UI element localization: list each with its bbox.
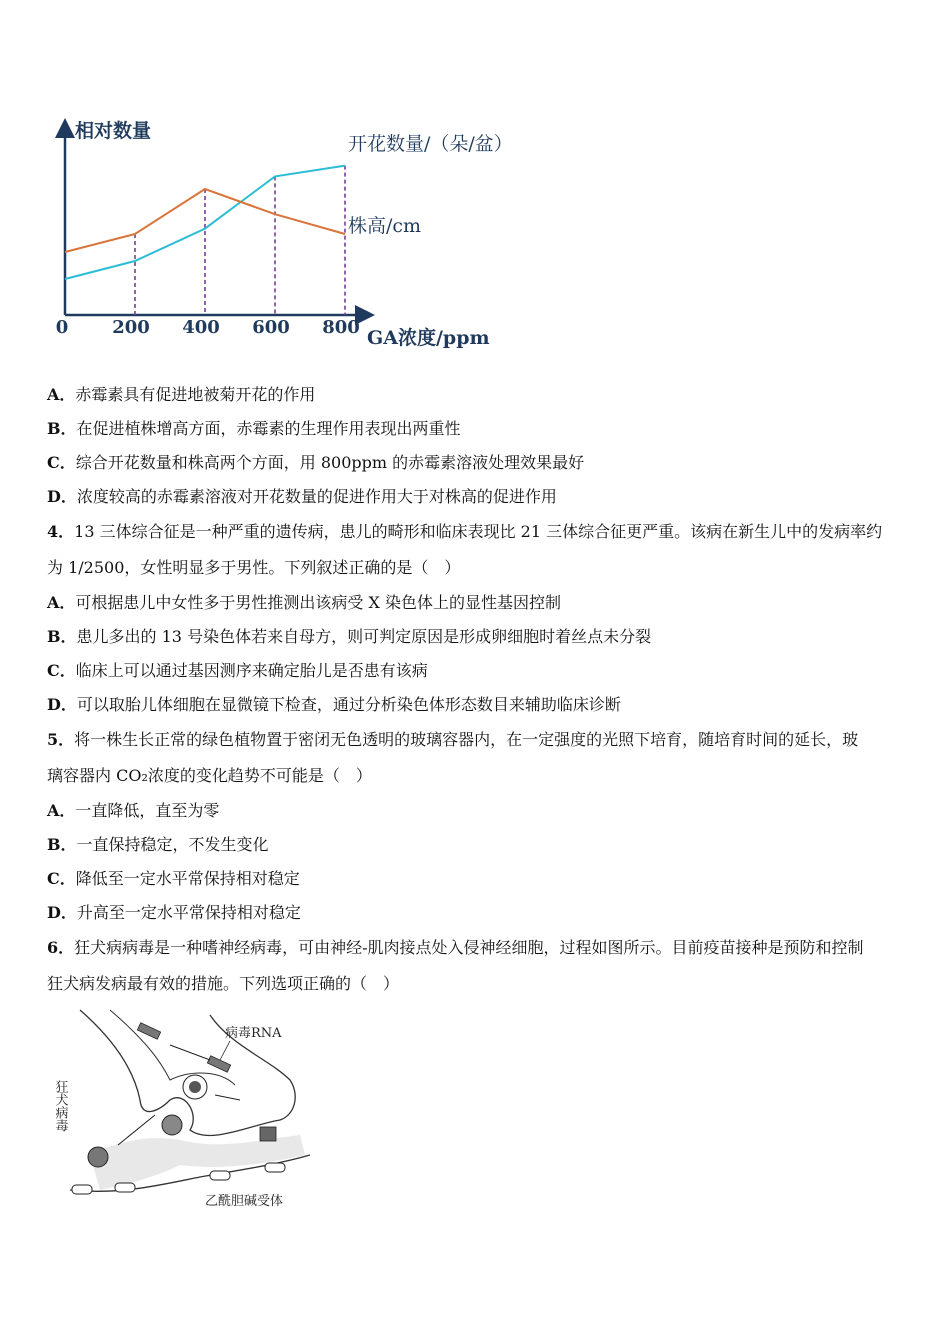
option-5b: B．一直保持稳定，不发生变化	[47, 835, 269, 854]
arrow	[215, 1095, 240, 1100]
label-leader	[220, 1041, 230, 1060]
acetylcholine-receptor	[115, 1183, 135, 1192]
viral-rna-rod	[207, 1056, 230, 1073]
virus-particle	[162, 1115, 182, 1135]
viral-rna-rod	[137, 1023, 160, 1040]
rabies-virus-diagram	[52, 1005, 320, 1210]
label-rabies-virus: 狂犬病毒	[52, 1080, 68, 1132]
x-tick-label: 0	[55, 317, 69, 338]
option-4d: D．可以取胎儿体细胞在显微镜下检查，通过分析染色体形态数目来辅助临床诊断	[47, 695, 621, 714]
label-receptor: 乙酰胆碱受体	[205, 1194, 284, 1209]
viral-rna-rod	[260, 1127, 276, 1141]
question-6-stem: 6．狂犬病病毒是一种嗜神经病毒，可由神经-肌肉接点处入侵神经细胞，过程如图所示。目前疫苗接种是预防和控制	[47, 938, 864, 957]
option-3a: A．赤霉素具有促进地被菊开花的作用	[47, 385, 316, 404]
y-axis-label: 相对数量	[75, 120, 152, 142]
option-3c: C．综合开花数量和株高两个方面，用 800ppm 的赤霉素溶液处理效果最好	[47, 453, 585, 472]
option-5c: C．降低至一定水平常保持相对稳定	[47, 869, 300, 888]
option-4c: C．临床上可以通过基因测序来确定胎儿是否患有该病	[47, 661, 428, 680]
question-5-stem: 5．将一株生长正常的绿色植物置于密闭无色透明的玻璃容器内，在一定强度的光照下培育，随培育时间的延长，玻	[47, 730, 859, 749]
acetylcholine-receptor	[265, 1163, 285, 1172]
x-tick-label: 600	[252, 317, 290, 338]
acetylcholine-receptor	[72, 1185, 92, 1194]
question-4-stem: 4．13 三体综合征是一种严重的遗传病，患儿的畸形和临床表现比 21 三体综合征更严重。该病在新生儿中的发病率约	[47, 522, 883, 541]
x-tick-label: 200	[112, 317, 150, 338]
option-5a: A．一直降低，直至为零	[47, 801, 220, 820]
option-3b: B．在促进植株增高方面，赤霉素的生理作用表现出两重性	[47, 419, 461, 438]
series-label-height: 株高/cm	[348, 215, 422, 237]
arrow	[170, 1045, 210, 1060]
question-4-stem-cont: 为 1/2500，女性明显多于男性。下列叙述正确的是（ ）	[47, 558, 461, 577]
option-4b: B．患儿多出的 13 号染色体若来自母方，则可判定原因是形成卵细胞时着丝点未分裂	[47, 627, 652, 646]
x-tick-label: 400	[182, 317, 220, 338]
x-axis-label: GA浓度/ppm	[367, 327, 490, 349]
label-viral-rna: 病毒RNA	[225, 1026, 282, 1041]
option-4a: A．可根据患儿中女性多于男性推测出该病受 X 染色体上的显性基因控制	[47, 593, 561, 612]
option-5d: D．升高至一定水平常保持相对稳定	[47, 903, 301, 922]
inner-membrane	[110, 1010, 235, 1085]
option-3d: D．浓度较高的赤霉素溶液对开花数量的促进作用大于对株高的促进作用	[47, 487, 557, 506]
series-label-flowers: 开花数量/（朵/盆）	[348, 133, 513, 155]
virus-particle	[88, 1147, 108, 1167]
x-tick-label: 800	[322, 317, 360, 338]
line-chart	[40, 105, 560, 355]
acetylcholine-receptor	[210, 1171, 230, 1180]
question-5-stem-cont: 璃容器内 CO₂浓度的变化趋势不可能是（ ）	[47, 766, 372, 785]
virus-particle	[183, 1075, 207, 1099]
question-6-stem-cont: 狂犬病发病最有效的措施。下列选项正确的（ ）	[47, 974, 400, 993]
